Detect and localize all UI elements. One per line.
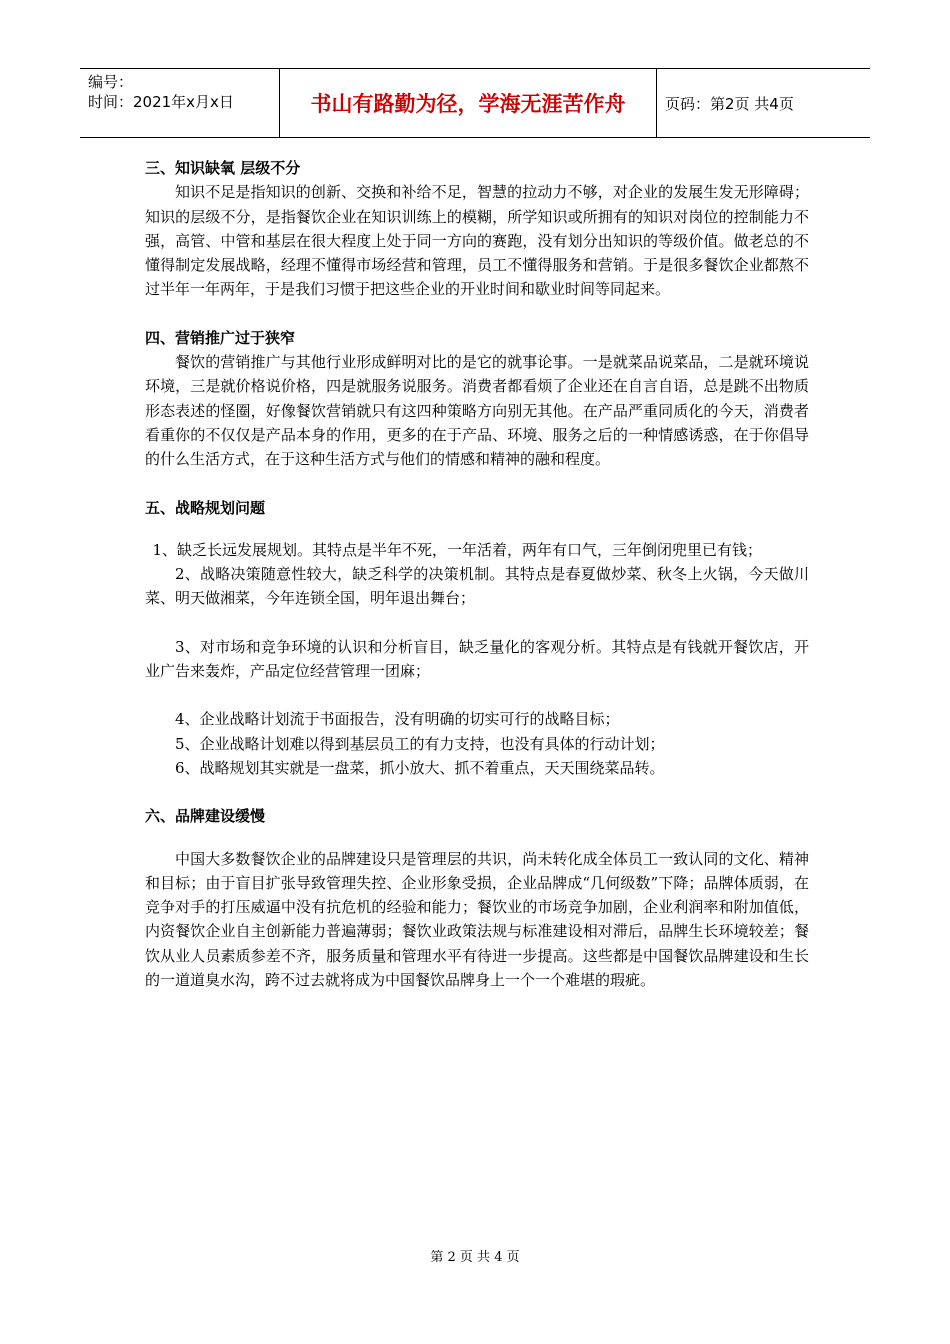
section-6-title: 六、品牌建设缓慢	[145, 807, 266, 826]
header-meta	[80, 69, 280, 137]
strategy-item-5: 5、企业战略计划难以得到基层员工的有力支持，也没有具体的行动计划；	[175, 734, 665, 753]
page-header	[80, 68, 870, 138]
strategy-item-4: 4、企业战略计划流于书面报告，没有明确的切实可行的战略目标；	[175, 710, 620, 729]
header-page-info: 页码：第2页 共4页	[665, 94, 794, 113]
strategy-item-3: 3、对市场和竞争环境的认识和分析盲目，缺乏量化的客观分析。其特点是有钱就开餐饮店，开业广告来轰炸，产品定位经营管理一团麻；	[145, 637, 809, 681]
section-4-title: 四、营销推广过于狭窄	[145, 328, 296, 347]
strategy-item-1: 1、缺乏长远发展规划。其特点是半年不死，一年活着，两年有口气，三年倒闭兜里已有钱；	[152, 540, 763, 559]
doc-number-label: 编号：	[88, 73, 134, 91]
section-6-body: 中国大多数餐饮企业的品牌建设只是管理层的共识，尚未转化成全体员工一致认同的文化、精神和目标；由于盲目扩张导致管理失控、企业形象受损，企业品牌成“几何级数”下降；品牌体质弱，在竞争对手的打压威逼中没有抗危机的经验和能力；餐饮业的市场竞争加剧，企业利润率和附加值低，内资餐饮企业自主创新能力普遍薄弱；餐饮业政策法规与标准建设相对滞后，品牌生长环境较差；餐饮从业人员素质参差不齐，服务质量和管理水平有待进一步提高。这些都是中国餐饮品牌建设和生长的一道道臭水沟，跨不过去就将成为中国餐饮品牌身上一个一个难堪的瑕疵。	[145, 849, 809, 990]
section-3-title: 三、知识缺氧 层级不分	[145, 159, 301, 177]
section-5-title: 五、战略规划问题	[145, 498, 266, 517]
document-body	[145, 156, 809, 992]
section-3-body: 知识不足是指知识的创新、交换和补给不足，智慧的拉动力不够，对企业的发展生发无形障碍；知识的层级不分，是指餐饮企业在知识训练上的模糊，所学知识或所拥有的知识对岗位的控制能力不强，高管、中管和基层在很大程度上处于同一方向的赛跑，没有划分出知识的等级价值。做老总的不懂得制定发展战略，经理不懂得市场经营和管理，员工不懂得服务和营销。于是很多餐饮企业都熬不过半年一年两年，于是我们习惯于把这些企业的开业时间和歇业时间等同起来。	[145, 183, 809, 299]
page-footer: 第 2 页 共 4 页	[430, 1250, 520, 1265]
header-motto: 书山有路勤为径，学海无涯苦作舟	[280, 69, 657, 137]
strategy-item-2: 2、战略决策随意性较大，缺乏科学的决策机制。其特点是春夏做炒菜、秋冬上火锅，今天做川菜、明天做湘菜，今年连锁全国，明年退出舞台；	[145, 565, 809, 608]
strategy-item-6: 6、战略规划其实就是一盘菜，抓小放大、抓不着重点，天天围绕菜品转。	[175, 758, 665, 777]
doc-time-label: 时间：2021年x月x日	[88, 93, 234, 111]
section-4-body: 餐饮的营销推广与其他行业形成鲜明对比的是它的就事论事。一是就菜品说菜品，二是就环境说环境，三是就价格说价格，四是就服务说服务。消费者都看烦了企业还在自言自语，总是跳不出物质形态表述的怪圈，好像餐饮营销就只有这四种策略方向别无其他。在产品严重同质化的今天，消费者看重你的不仅仅是产品本身的作用，更多的在于产品、环境、服务之后的一种情感诱惑，在于你倡导的什么生活方式，在于这种生活方式与他们的情感和精神的融和程度。	[145, 353, 809, 469]
